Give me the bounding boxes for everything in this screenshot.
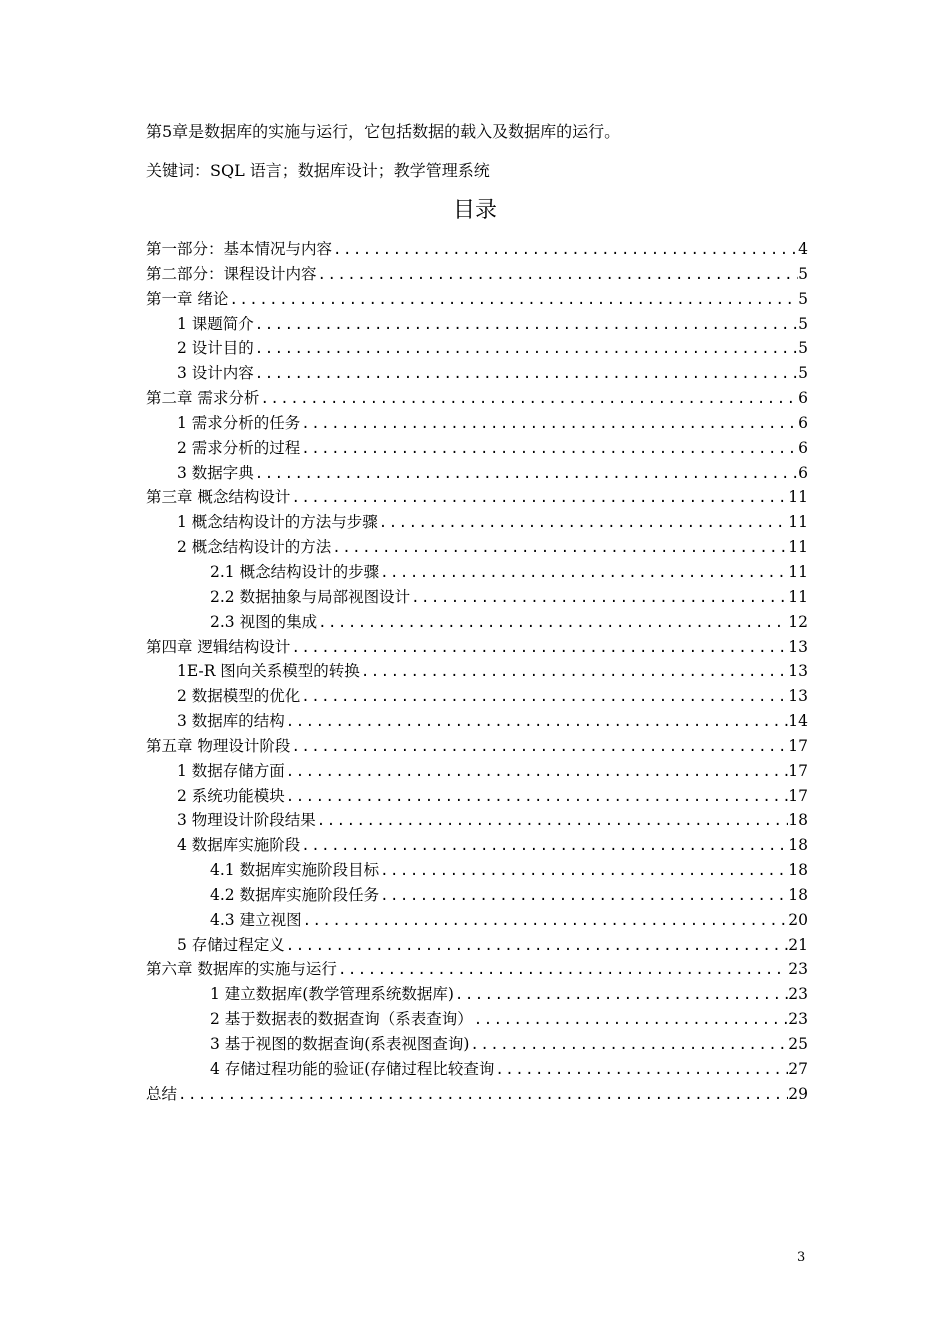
toc-entry-page: 23 — [788, 1010, 808, 1029]
toc-entry-page: 11 — [788, 488, 808, 507]
toc-entry[interactable] — [146, 883, 808, 908]
toc-entry-page: 12 — [788, 612, 808, 631]
toc-leader-dots — [338, 958, 788, 982]
toc-entry-text: 4.2 数据库实施阶段任务 — [210, 885, 380, 904]
toc-entry[interactable] — [146, 982, 808, 1007]
toc-entry[interactable] — [146, 461, 808, 486]
toc-entry-page: 6 — [798, 389, 808, 408]
toc-entry-page: 11 — [788, 513, 808, 532]
toc-entry-text: 3 物理设计阶段结果 — [177, 811, 316, 830]
toc-entry[interactable] — [146, 485, 808, 510]
toc-entry[interactable] — [146, 610, 808, 635]
toc-entry-text: 第五章 物理设计阶段 — [146, 736, 291, 755]
toc-title: 目录 — [452, 198, 497, 223]
toc-entry[interactable] — [146, 734, 808, 759]
toc-leader-dots — [470, 1033, 788, 1057]
toc-entry-text: 第二章 需求分析 — [146, 389, 260, 408]
toc-entry-page: 17 — [788, 761, 808, 780]
toc-leader-dots — [229, 288, 798, 312]
toc-entry-text: 第三章 概念结构设计 — [146, 488, 291, 507]
toc-leader-dots — [301, 437, 798, 461]
toc-entry-page: 11 — [788, 587, 808, 606]
toc-leader-dots — [303, 909, 789, 933]
toc-entry-page: 29 — [788, 1084, 808, 1103]
toc-entry[interactable] — [146, 635, 808, 660]
toc-entry-text: 3 数据库的结构 — [177, 712, 285, 731]
toc-entry-page: 13 — [788, 687, 808, 706]
toc-leader-dots — [380, 859, 788, 883]
toc-entry-text: 2 设计目的 — [177, 339, 254, 358]
toc-leader-dots — [286, 710, 788, 734]
toc-entry-page: 6 — [798, 438, 808, 457]
toc-entry-text: 2 基于数据表的数据查询（系表查询） — [210, 1010, 473, 1029]
toc-entry-page: 18 — [788, 836, 808, 855]
toc-entry[interactable] — [146, 659, 808, 684]
toc-entry-text: 第四章 逻辑结构设计 — [146, 637, 291, 656]
toc-leader-dots — [301, 834, 788, 858]
toc-entry[interactable] — [146, 361, 808, 386]
toc-leader-dots — [318, 611, 788, 635]
toc-leader-dots — [379, 511, 788, 535]
toc-entry-page: 13 — [788, 637, 808, 656]
toc-entry-text: 2 概念结构设计的方法 — [177, 538, 332, 557]
table-of-contents — [146, 237, 808, 1107]
toc-leader-dots — [332, 536, 788, 560]
toc-leader-dots — [255, 313, 798, 337]
toc-leader-dots — [455, 983, 788, 1007]
toc-entry-page: 13 — [788, 662, 808, 681]
toc-entry[interactable] — [146, 287, 808, 312]
toc-entry-page: 21 — [788, 935, 808, 954]
toc-entry[interactable] — [146, 808, 808, 833]
toc-entry[interactable] — [146, 411, 808, 436]
toc-entry-page: 6 — [798, 463, 808, 482]
toc-entry-page: 14 — [788, 712, 808, 731]
toc-entry-text: 2.1 概念结构设计的步骤 — [210, 562, 380, 581]
toc-entry-page: 18 — [788, 811, 808, 830]
toc-entry-text: 1 需求分析的任务 — [177, 413, 301, 432]
toc-leader-dots — [255, 362, 798, 386]
toc-leader-dots — [255, 337, 798, 361]
toc-entry-text: 1 课题简介 — [177, 314, 254, 333]
toc-leader-dots — [333, 238, 798, 262]
toc-entry-page: 18 — [788, 885, 808, 904]
toc-entry[interactable] — [146, 684, 808, 709]
toc-entry-text: 5 存储过程定义 — [177, 935, 285, 954]
toc-leader-dots — [260, 387, 798, 411]
toc-leader-dots — [301, 412, 798, 436]
toc-entry-page: 6 — [798, 413, 808, 432]
toc-entry[interactable] — [146, 1057, 808, 1082]
toc-entry-page: 27 — [788, 1059, 808, 1078]
toc-entry[interactable] — [146, 957, 808, 982]
toc-entry-page: 11 — [788, 538, 808, 557]
toc-entry-text: 2 数据模型的优化 — [177, 687, 301, 706]
toc-entry[interactable] — [146, 312, 808, 337]
toc-entry[interactable] — [146, 1032, 808, 1057]
toc-entry[interactable] — [146, 262, 808, 287]
toc-entry-page: 5 — [798, 314, 808, 333]
toc-entry-text: 第二部分：课程设计内容 — [146, 264, 317, 283]
toc-entry[interactable] — [146, 908, 808, 933]
toc-entry-text: 第六章 数据库的实施与运行 — [146, 960, 337, 979]
toc-leader-dots — [291, 486, 788, 510]
toc-leader-dots — [380, 884, 788, 908]
toc-entry-page: 11 — [788, 562, 808, 581]
toc-entry[interactable] — [146, 759, 808, 784]
toc-entry-text: 1E-R 图向关系模型的转换 — [177, 662, 360, 681]
toc-entry-page: 5 — [798, 264, 808, 283]
toc-entry[interactable] — [146, 336, 808, 361]
toc-entry-text: 总结 — [146, 1084, 178, 1103]
toc-entry-page: 4 — [798, 240, 808, 258]
toc-entry[interactable] — [146, 237, 808, 262]
toc-entry-text: 4.3 建立视图 — [210, 910, 302, 929]
toc-leader-dots — [286, 785, 788, 809]
toc-entry[interactable] — [146, 933, 808, 958]
intro-paragraph: 第5章是数据库的实施与运行，它包括数据的载入及数据库的运行。 — [146, 122, 621, 141]
toc-entry-page: 5 — [798, 289, 808, 308]
toc-entry-text: 2.3 视图的集成 — [210, 612, 318, 631]
toc-leader-dots — [474, 1008, 788, 1032]
toc-leader-dots — [361, 660, 788, 684]
toc-leader-dots — [380, 561, 788, 585]
toc-entry-text: 3 设计内容 — [177, 364, 254, 383]
toc-leader-dots — [178, 1083, 788, 1107]
toc-entry[interactable] — [146, 535, 808, 560]
toc-leader-dots — [301, 685, 788, 709]
toc-entry-page: 17 — [788, 786, 808, 805]
toc-entry-text: 1 概念结构设计的方法与步骤 — [177, 513, 378, 532]
toc-entry-page: 20 — [788, 910, 808, 929]
toc-entry[interactable] — [146, 585, 808, 610]
toc-entry-page: 5 — [798, 364, 808, 383]
toc-entry[interactable] — [146, 510, 808, 535]
toc-entry-page: 25 — [788, 1035, 808, 1053]
toc-entry-text: 第一部分：基本情况与内容 — [146, 240, 333, 258]
toc-entry-text: 3 基于视图的数据查询(系表视图查询) — [210, 1035, 470, 1053]
toc-entry-page: 18 — [788, 861, 808, 880]
toc-entry[interactable] — [146, 833, 808, 858]
toc-entry-text: 第一章 绪论 — [146, 289, 229, 308]
toc-entry-text: 4.1 数据库实施阶段目标 — [210, 861, 380, 880]
toc-leader-dots — [495, 1058, 788, 1082]
toc-entry-page: 23 — [788, 985, 808, 1004]
toc-leader-dots — [286, 760, 788, 784]
toc-entry-text: 4 存储过程功能的验证(存储过程比较查询 — [210, 1059, 495, 1078]
toc-entry-page: 17 — [788, 736, 808, 755]
toc-entry[interactable] — [146, 1082, 808, 1107]
toc-leader-dots — [291, 636, 788, 660]
toc-leader-dots — [317, 809, 788, 833]
toc-leader-dots — [411, 586, 788, 610]
toc-entry[interactable] — [146, 709, 808, 734]
toc-entry-text: 3 数据字典 — [177, 463, 254, 482]
toc-entry-text: 2 需求分析的过程 — [177, 438, 301, 457]
toc-entry-text: 1 数据存储方面 — [177, 761, 285, 780]
toc-entry[interactable] — [146, 1007, 808, 1032]
toc-entry[interactable] — [146, 436, 808, 461]
toc-entry-text: 2 系统功能模块 — [177, 786, 285, 805]
toc-leader-dots — [286, 934, 788, 958]
toc-leader-dots — [255, 462, 798, 486]
toc-entry[interactable] — [146, 784, 808, 809]
toc-entry[interactable] — [146, 386, 808, 411]
toc-leader-dots — [318, 263, 799, 287]
keywords-line: 关键词：SQL 语言；数据库设计；教学管理系统 — [146, 161, 490, 180]
toc-entry-page: 5 — [798, 339, 808, 358]
toc-entry-text: 1 建立数据库(教学管理系统数据库) — [210, 985, 454, 1004]
toc-entry[interactable] — [146, 560, 808, 585]
toc-entry-page: 23 — [788, 960, 808, 979]
toc-entry-text: 2.2 数据抽象与局部视图设计 — [210, 587, 411, 606]
page-number: 3 — [797, 1250, 806, 1265]
toc-leader-dots — [291, 735, 788, 759]
toc-entry[interactable] — [146, 858, 808, 883]
toc-entry-text: 4 数据库实施阶段 — [177, 836, 301, 855]
